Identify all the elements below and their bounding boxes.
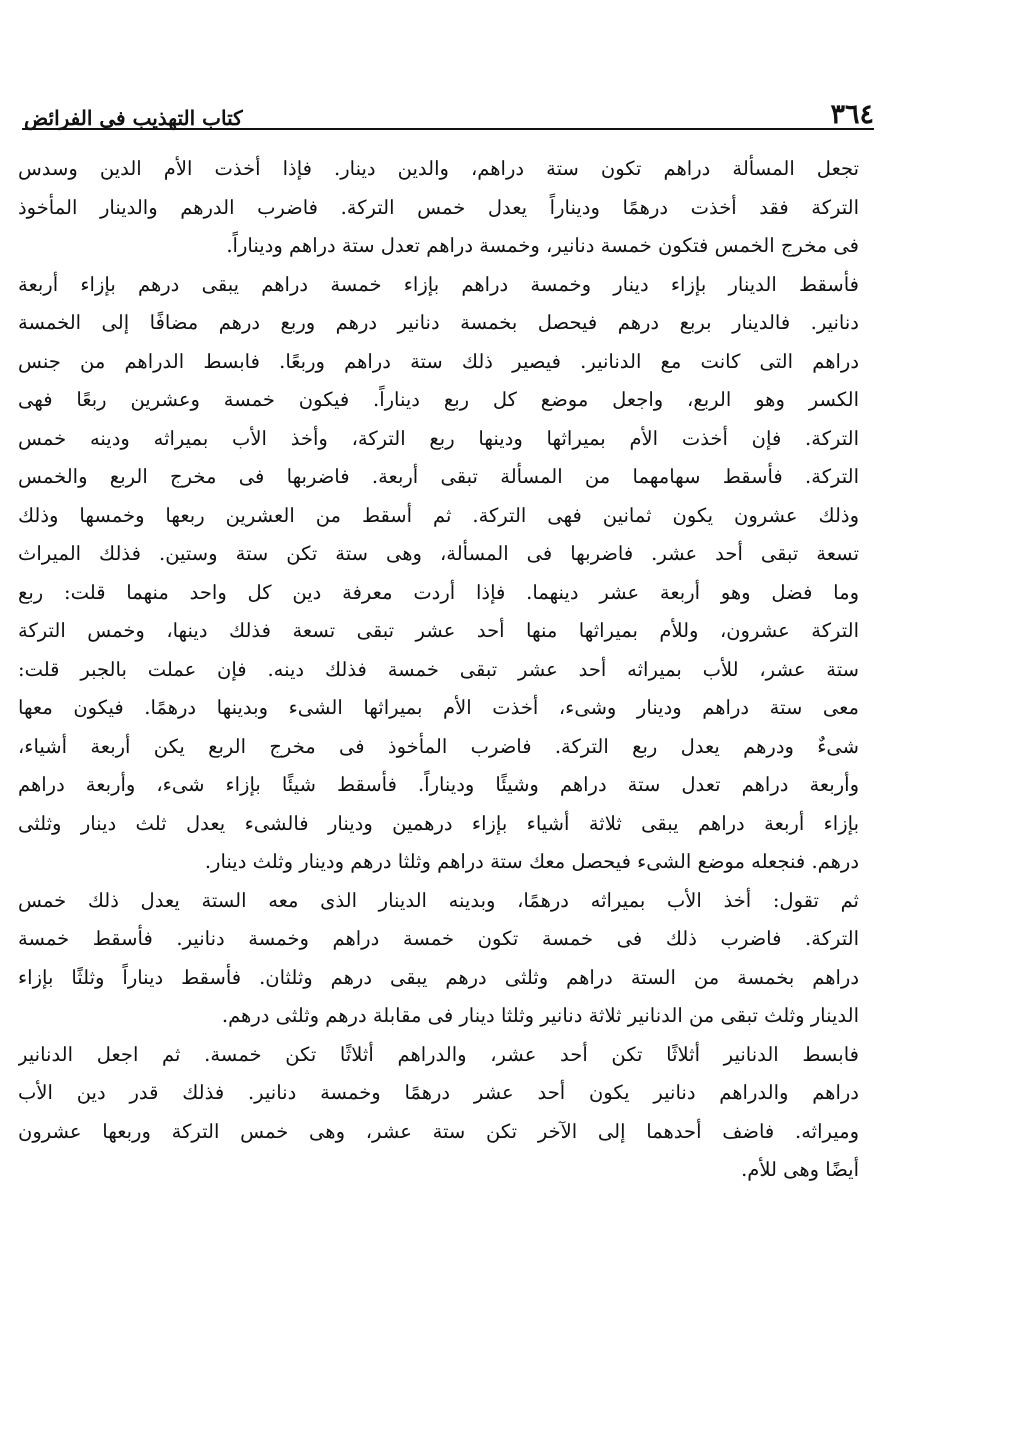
text-line: وميراثه. فاضف أحدهما إلى الآخر تكن ستة عشر، وهى خمس التركة وربعها عشرون (18, 1119, 859, 1143)
text-line: التركة. فأسقط سهامهما من المسألة تبقى أربعة. فاضربها فى مخرج الربع والخمس (18, 465, 859, 488)
text-line: الكسر وهو الربع، واجعل موضع كل ربع ديناراً. فيكون خمسة وعشرين ربعًا فهى (18, 388, 859, 411)
text-line: وما فضل وهو أربعة عشر دينهما. فإذا أردت معرفة دين كل واحد منهما قلت: ربع (18, 580, 859, 604)
text-line: دراهم بخمسة من الستة دراهم وثلثى درهم يبقى درهم وثلثان. فأسقط ديناراً وثلثًا بإزاء (18, 965, 859, 989)
text-line: فابسط الدنانير أثلاثًا تكن أحد عشر، والدراهم أثلاثًا تكن خمسة. ثم اجعل الدنانير (18, 1042, 859, 1066)
text-line: شىءٌ ودرهم يعدل ربع التركة. فاضرب المأخوذ فى مخرج الربع يكن أربعة أشياء، (18, 734, 859, 758)
running-head (24, 88, 874, 128)
text-line: التركة فقد أخذت درهمًا وديناراً يعدل خمس التركة. فاضرب الدرهم والدينار المأخوذ (18, 195, 859, 219)
text-line: تجعل المسألة دراهم تكون ستة دراهم، والدين دينار. فإذا أخذت الأم الدين وسدس (18, 157, 859, 180)
header-rule (22, 128, 874, 130)
text-line: ستة عشر، للأب بميراثه أحد عشر تبقى خمسة فذلك دينه. فإن عملت بالجبر قلت: (18, 657, 859, 681)
text-line: الدينار وثلث تبقى من الدنانير ثلاثة دنانير وثلثا دينار فى مقابلة درهم وثلثى درهم. (221, 1004, 859, 1027)
text-line: التركة. فاضرب ذلك فى خمسة تكون خمسة دراهم وخمسة دنانير. فأسقط خمسة (18, 927, 859, 950)
text-line: دراهم والدراهم دنانير يكون أحد عشر درهمًا وخمسة دنانير. فذلك قدر دين الأب (18, 1081, 859, 1104)
text-line: فى مخرج الخمس فتكون خمسة دنانير، وخمسة دراهم تعدل ستة دراهم وديناراً. (226, 234, 859, 257)
text-line: تسعة تبقى أحد عشر. فاضربها فى المسألة، وهى ستة تكن ستة وستين. فذلك الميراث (18, 542, 859, 565)
page-number: ٣٦٤ (830, 99, 874, 130)
text-line: فأسقط الدينار بإزاء دينار وخمسة دراهم بإزاء خمسة دراهم يبقى درهم بإزاء أربعة (18, 272, 859, 296)
text-line: ثم تقول: أخذ الأب بميراثه درهمًا، وبدينه الدينار الذى معه الستة يعدل ذلك خمس (18, 888, 859, 912)
text-line: وأربعة دراهم تعدل ستة دراهم وشيئًا وديناراً. فأسقط شيئًا بإزاء شىء، وأربعة دراهم (18, 773, 859, 796)
text-line: التركة عشرون، وللأم بميراثها منها أحد عشر تبقى تسعة فذلك دينها، وخمس التركة (18, 619, 859, 642)
text-line: دنانير. فالدينار بربع درهم فيحصل بخمسة دنانير درهم وربع درهم مضافًا إلى الخمسة (18, 311, 859, 334)
text-line: درهم. فنجعله موضع الشىء فيحصل معك ستة دراهم وثلثا درهم ودينار وثلث دينار. (204, 850, 859, 873)
text-line: وذلك عشرون يكون ثمانين فهى التركة. ثم أسقط من العشرين ربعها وخمسها وذلك (18, 503, 859, 527)
text-line: دراهم التى كانت مع الدنانير. فيصير ذلك ستة دراهم وربعًا. فابسط الدراهم من جنس (18, 349, 859, 373)
text-line: أيضًا وهى للأم. (741, 1158, 859, 1181)
body-text (18, 150, 859, 1190)
text-line: التركة. فإن أخذت الأم بميراثها ودينها ربع التركة، وأخذ الأب بميراثه ودينه خمس (18, 426, 859, 450)
text-line: معى ستة دراهم ودينار وشىء، أخذت الأم بميراثها الشىء وبدينها درهمًا. فيكون معها (18, 696, 859, 719)
book-title: كتاب التهذيب فى الفرائض (24, 106, 243, 130)
text-line: بإزاء أربعة دراهم يبقى ثلاثة أشياء بإزاء درهمين ودينار فالشىء يعدل ثلث دينار وثلثى (18, 811, 859, 835)
